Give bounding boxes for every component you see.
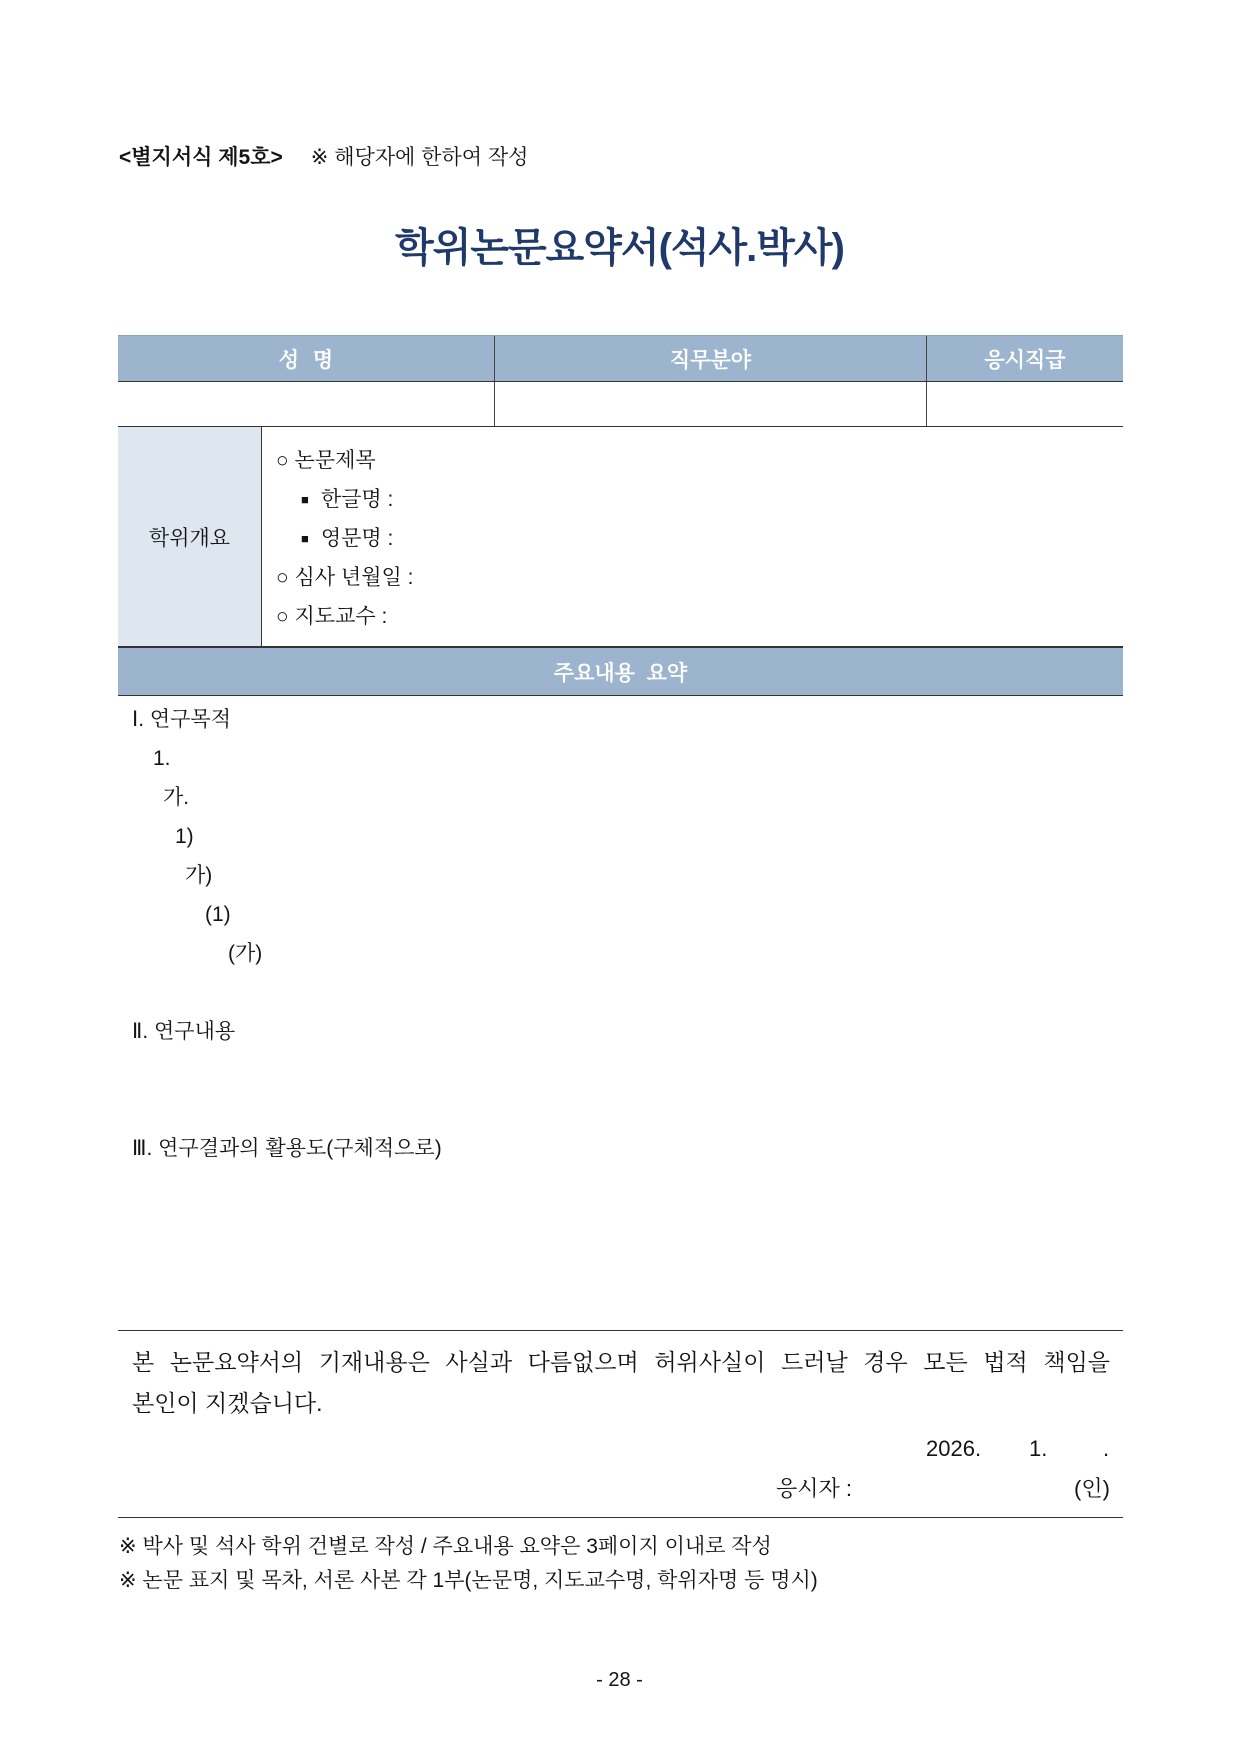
outline-item: 1. (153, 747, 171, 770)
outline-item: 가) (185, 864, 213, 887)
english-title-label: 영문명 : (320, 527, 394, 550)
review-date-line: ○ 심사 년월일 : (276, 566, 414, 589)
page-number: - 28 - (596, 1669, 643, 1691)
footnote: ※ 논문 표지 및 목차, 서론 사본 각 1부(논문명, 지도교수명, 학위자명 등 명시) (119, 1569, 818, 1592)
date-day: . (1103, 1436, 1110, 1461)
form-header (119, 143, 528, 173)
outline-item: 1) (175, 825, 194, 848)
section-heading-content: Ⅱ. 연구내용 (132, 1020, 236, 1043)
english-title-line (276, 519, 1123, 558)
declaration-box (118, 1330, 1123, 1518)
signer-label: 응시자 : (776, 1476, 852, 1501)
applied-grade-value-cell (926, 382, 1123, 426)
section-heading-purpose: Ⅰ. 연구목적 (132, 708, 232, 731)
outline-item: 가. (163, 786, 190, 809)
form-number-label: <별지서식 제5호> (119, 146, 283, 169)
degree-overview-row (118, 427, 1123, 647)
name-column-header: 성 명 (278, 348, 334, 372)
declaration-line: 본 논문요약서의 기재내용은 사실과 다름없으며 허위사실이 드러날 경우 모든 법적 책임을 (132, 1349, 1110, 1375)
declaration-text (132, 1342, 1110, 1424)
square-bullet-icon: ■ (301, 531, 309, 546)
korean-title-line (276, 480, 1123, 519)
job-field-value-cell (494, 382, 926, 426)
name-value-cell (118, 382, 494, 426)
degree-overview-label: 학위개요 (118, 427, 262, 646)
applicant-info-table (118, 335, 1123, 696)
form-usage-note: ※ 해당자에 한하여 작성 (310, 146, 529, 169)
page-title: 학위논문요약서(석사.박사) (395, 226, 844, 270)
footnotes (119, 1530, 818, 1598)
summary-outline (118, 700, 1123, 1168)
date-month: 1. (1029, 1436, 1048, 1461)
date-year: 2026. (926, 1436, 982, 1461)
advisor-line: ○ 지도교수 : (276, 605, 388, 628)
table-value-row (118, 382, 1123, 427)
declaration-line: 본인이 지겠습니다. (132, 1390, 323, 1416)
outline-item: (1) (205, 903, 231, 926)
job-field-column-header: 직무분야 (494, 336, 926, 381)
table-header-row (118, 335, 1123, 382)
section-heading-utilization: Ⅲ. 연구결과의 활용도(구체적으로) (132, 1137, 442, 1160)
degree-overview-body (262, 427, 1123, 646)
seal-mark: (인) (1074, 1476, 1110, 1501)
korean-title-label: 한글명 : (320, 488, 394, 511)
thesis-title-line: ○ 논문제목 (276, 449, 376, 472)
footnote: ※ 박사 및 석사 학위 건별로 작성 / 주요내용 요약은 3페이지 이내로 작성 (119, 1535, 772, 1558)
summary-header: 주요내용 요약 (118, 647, 1123, 696)
outline-item: (가) (228, 942, 263, 965)
applied-grade-column-header: 응시직급 (926, 336, 1123, 381)
square-bullet-icon: ■ (301, 492, 309, 507)
